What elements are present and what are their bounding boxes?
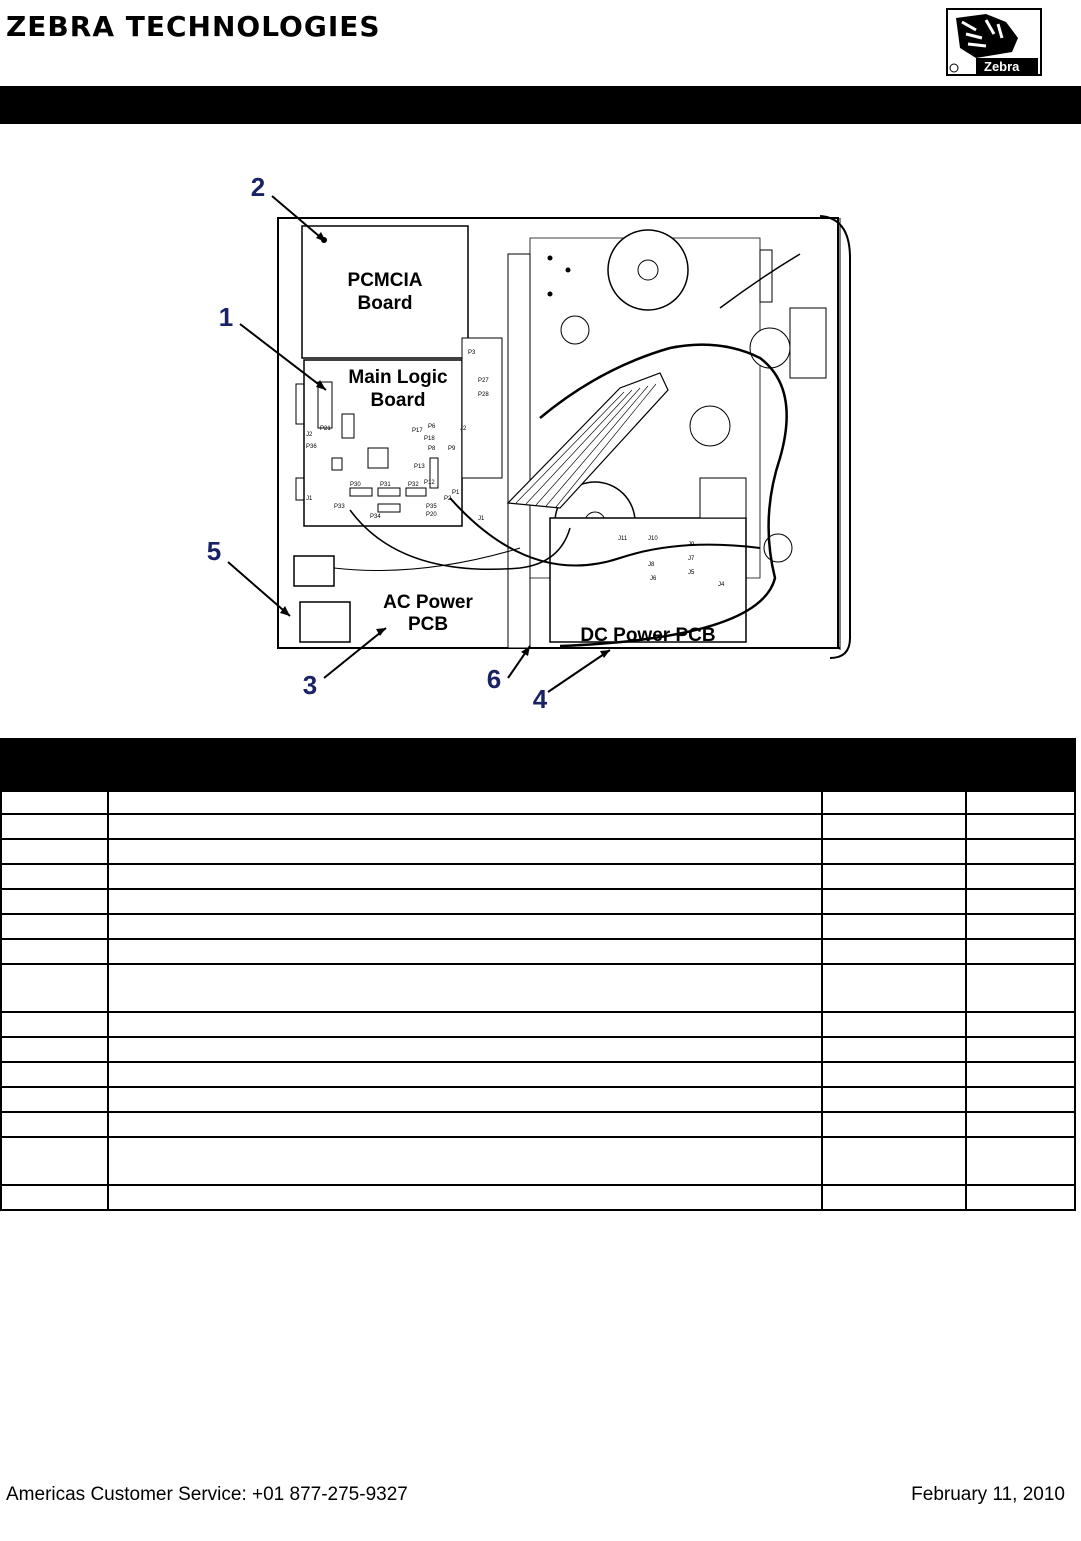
table-cell — [108, 1012, 822, 1037]
svg-text:J9: J9 — [688, 542, 695, 548]
svg-text:J8: J8 — [648, 562, 655, 568]
svg-text:P35: P35 — [426, 504, 437, 510]
callout-6: 6 — [486, 664, 502, 694]
table-cell — [822, 1112, 965, 1137]
table-row — [1, 1185, 1075, 1210]
svg-text:J1: J1 — [478, 516, 485, 522]
footer-date: February 11, 2010 — [911, 1484, 1065, 1505]
table-cell — [108, 1062, 822, 1087]
callout-4: 4 — [532, 684, 548, 714]
zebra-logo — [946, 8, 1042, 76]
mlb-label-1: Main Logic — [348, 367, 448, 388]
callout-2: 2 — [250, 172, 266, 202]
table-cell — [966, 964, 1075, 1012]
table-cell — [1, 939, 108, 964]
svg-text:J7: J7 — [688, 556, 695, 562]
table-row — [1, 939, 1075, 964]
table-row — [1, 1112, 1075, 1137]
table-cell — [108, 864, 822, 889]
svg-text:P8: P8 — [428, 446, 436, 452]
table-cell — [822, 1137, 965, 1185]
table-cell — [966, 939, 1075, 964]
table-cell — [822, 939, 965, 964]
table-cell — [822, 889, 965, 914]
table-cell — [1, 839, 108, 864]
table-cell — [108, 889, 822, 914]
svg-text:P9: P9 — [448, 446, 456, 452]
table-cell — [822, 914, 965, 939]
svg-text:P31: P31 — [380, 482, 391, 488]
ac-pcb-label-2: PCB — [407, 614, 449, 635]
table-cell — [1, 1112, 108, 1137]
table-cell — [822, 1037, 965, 1062]
table-cell — [822, 1012, 965, 1037]
svg-text:Zebra: Zebra — [984, 59, 1020, 74]
table-cell — [966, 1137, 1075, 1185]
table-row — [1, 1062, 1075, 1087]
table-cell — [108, 1087, 822, 1112]
svg-text:P21: P21 — [320, 426, 331, 432]
table-cell — [966, 1012, 1075, 1037]
svg-text:J2: J2 — [306, 432, 313, 438]
footer-customer-service: Americas Customer Service: +01 877-275-9327 — [6, 1484, 408, 1505]
table-cell — [108, 789, 822, 814]
svg-text:P12: P12 — [424, 480, 435, 486]
table-row — [1, 914, 1075, 939]
svg-text:J2: J2 — [460, 426, 467, 432]
table-cell — [108, 914, 822, 939]
svg-text:P27: P27 — [478, 378, 489, 384]
ac-pcb-label-1: AC Power — [383, 592, 473, 613]
table-cell — [822, 814, 965, 839]
table-cell — [1, 914, 108, 939]
callout-5: 5 — [206, 536, 222, 566]
svg-text:P6: P6 — [428, 424, 436, 430]
svg-text:J1: J1 — [306, 496, 313, 502]
table-cell — [108, 939, 822, 964]
table-cell — [1, 789, 108, 814]
svg-text:P20: P20 — [426, 512, 437, 518]
table-cell — [1, 889, 108, 914]
table-cell — [822, 864, 965, 889]
svg-text:P34: P34 — [370, 514, 381, 520]
svg-text:P2: P2 — [444, 496, 452, 502]
table-cell — [822, 1185, 965, 1210]
svg-text:P13: P13 — [414, 464, 425, 470]
table-cell — [1, 1185, 108, 1210]
svg-text:P17: P17 — [412, 428, 423, 434]
table-row — [1, 1012, 1075, 1037]
callout-1: 1 — [218, 302, 234, 332]
table-row — [1, 1137, 1075, 1185]
svg-text:P3: P3 — [468, 350, 476, 356]
table-cell — [108, 814, 822, 839]
table-cell — [108, 1185, 822, 1210]
svg-text:P32: P32 — [408, 482, 419, 488]
table-cell — [966, 789, 1075, 814]
printer-diagram — [200, 158, 880, 718]
table-cell — [108, 1037, 822, 1062]
table-cell — [1, 814, 108, 839]
table-cell — [966, 1185, 1075, 1210]
header-bar — [0, 86, 1081, 124]
pcmcia-label-2: Board — [357, 293, 413, 314]
table-cell — [108, 1112, 822, 1137]
svg-text:P1: P1 — [452, 490, 460, 496]
table-cell — [966, 1112, 1075, 1137]
table-cell — [822, 1087, 965, 1112]
table-cell — [1, 1087, 108, 1112]
table-row — [1, 864, 1075, 889]
svg-text:P28: P28 — [478, 392, 489, 398]
table-header-bar — [0, 738, 1076, 792]
table-cell — [1, 1012, 108, 1037]
svg-text:P33: P33 — [334, 504, 345, 510]
company-title: ZEBRA TECHNOLOGIES — [6, 10, 381, 43]
mlb-label-2: Board — [370, 390, 426, 411]
callout-3: 3 — [302, 670, 318, 700]
table-cell — [822, 1062, 965, 1087]
table-cell — [108, 839, 822, 864]
dc-pcb-label: DC Power PCB — [580, 625, 716, 646]
table-cell — [966, 864, 1075, 889]
table-cell — [966, 1037, 1075, 1062]
svg-text:J4: J4 — [718, 582, 725, 588]
table-cell — [822, 964, 965, 1012]
svg-text:J10: J10 — [648, 536, 658, 542]
svg-text:P36: P36 — [306, 444, 317, 450]
svg-text:P18: P18 — [424, 436, 435, 442]
table-row — [1, 889, 1075, 914]
table-cell — [108, 1137, 822, 1185]
parts-table — [0, 788, 1076, 1211]
svg-text:J5: J5 — [688, 570, 695, 576]
table-row — [1, 839, 1075, 864]
table-cell — [966, 889, 1075, 914]
table-row — [1, 1037, 1075, 1062]
table-cell — [1, 1062, 108, 1087]
pcmcia-label-1: PCMCIA — [347, 270, 423, 291]
table-cell — [1, 964, 108, 1012]
table-cell — [966, 839, 1075, 864]
table-cell — [966, 1087, 1075, 1112]
table-row — [1, 1087, 1075, 1112]
table-cell — [822, 789, 965, 814]
table-cell — [822, 839, 965, 864]
table-row — [1, 789, 1075, 814]
svg-text:J6: J6 — [650, 576, 657, 582]
svg-text:J11: J11 — [618, 536, 628, 542]
svg-text:P30: P30 — [350, 482, 361, 488]
table-cell — [966, 914, 1075, 939]
table-cell — [1, 864, 108, 889]
table-cell — [966, 814, 1075, 839]
table-cell — [1, 1037, 108, 1062]
table-row — [1, 964, 1075, 1012]
table-cell — [966, 1062, 1075, 1087]
table-cell — [1, 1137, 108, 1185]
table-row — [1, 814, 1075, 839]
table-cell — [108, 964, 822, 1012]
